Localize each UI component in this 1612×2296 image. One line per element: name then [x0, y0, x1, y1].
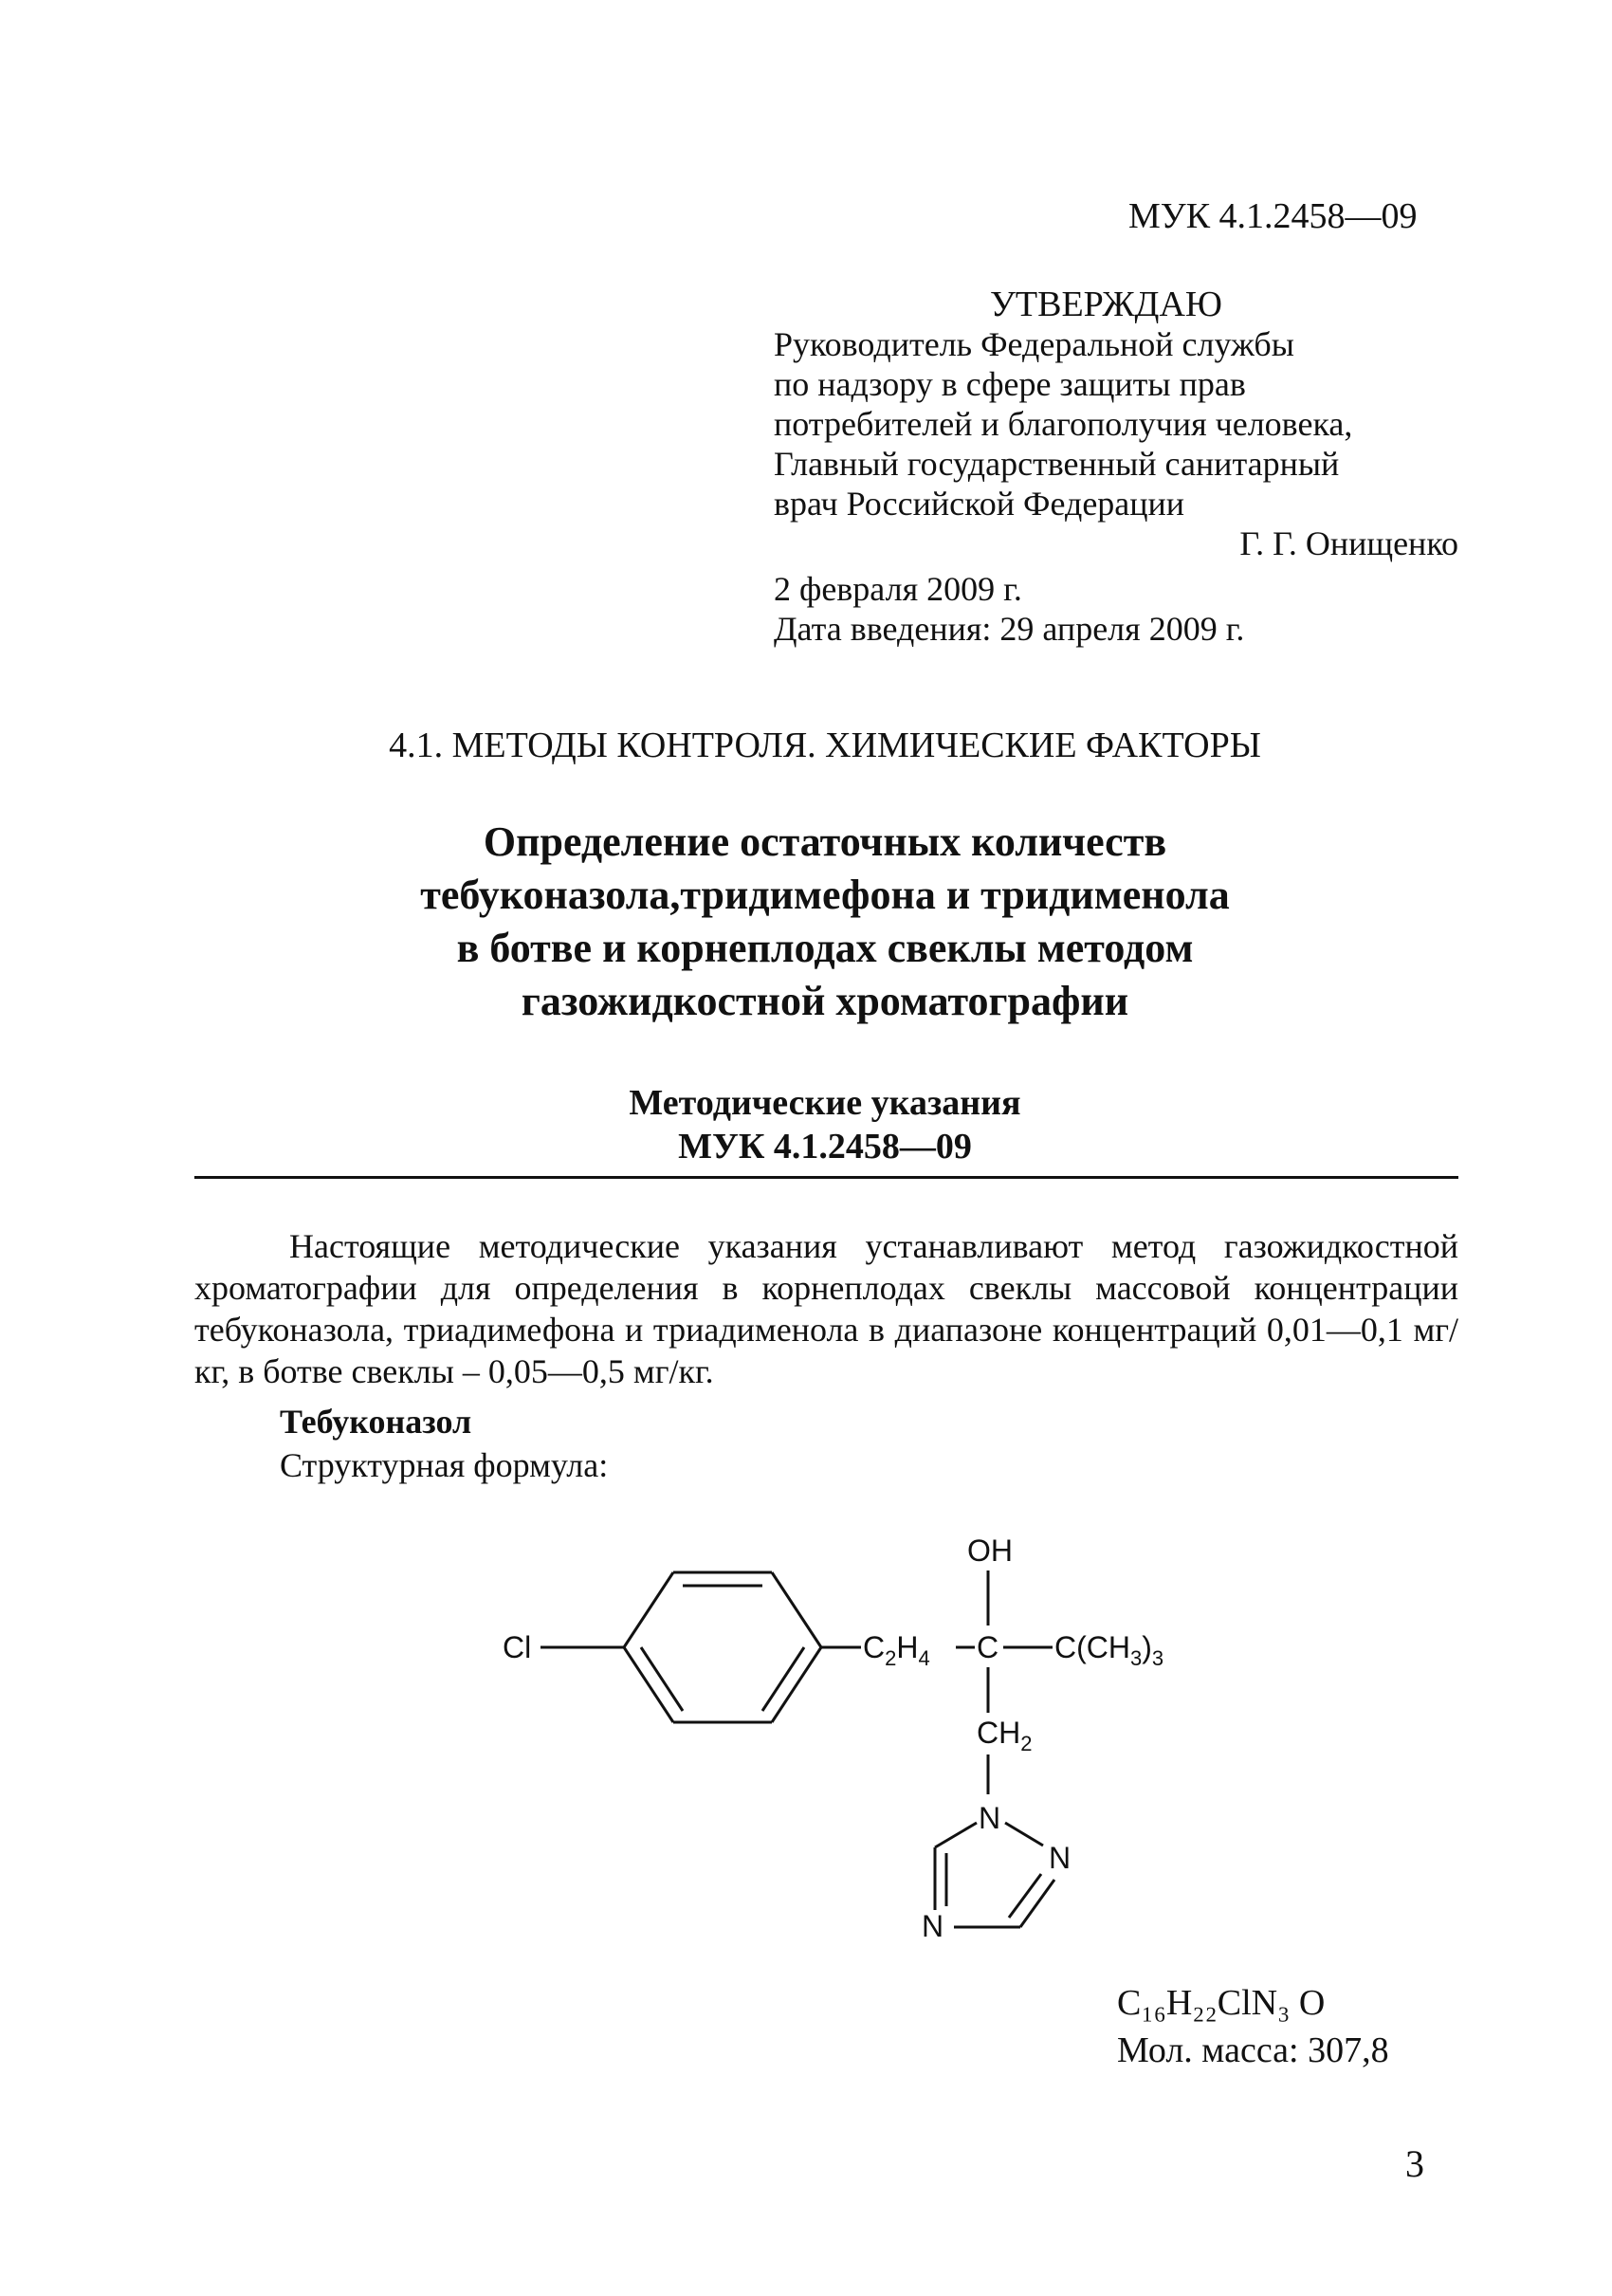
document-title-line: Определение остаточных количеств [483, 818, 1167, 865]
central-carbon-label: C [977, 1630, 999, 1664]
triazole-bond [1005, 1823, 1043, 1846]
triazole-n1-label: N [979, 1801, 1001, 1835]
approval-block [774, 285, 1466, 649]
triazole-n4-label: N [922, 1909, 944, 1943]
ring-bond [772, 1572, 821, 1647]
approval-line: Руководитель Федеральной службы [774, 325, 1294, 363]
ethyl-label: $C_2H_4$ [863, 1630, 930, 1670]
document-title-line: в ботве и корнеплодах свеклы методом [456, 925, 1194, 971]
document-title-line: тебуконазола,тридимефона и тридименола [420, 872, 1230, 918]
title-divider [194, 1176, 1458, 1179]
approval-line: Главный государственный санитарный [774, 445, 1340, 483]
ring-bond [624, 1572, 673, 1647]
structural-formula-label: Структурная формула: [280, 1446, 609, 1484]
effective-date: Дата введения: 29 апреля 2009 г. [774, 610, 1245, 648]
approval-signer: Г. Г. Онищенко [1239, 524, 1458, 562]
chlorine-label: Cl [503, 1630, 532, 1664]
section-heading: 4.1. МЕТОДЫ КОНТРОЛЯ. ХИМИЧЕСКИЕ ФАКТОРЫ [389, 726, 1261, 765]
document-title-line: газожидкостной хроматографии [521, 978, 1129, 1024]
ring-double-bond [641, 1647, 683, 1711]
tbutyl-label: $C(CH_3)_3$ [1054, 1630, 1164, 1670]
document-title [0, 816, 1612, 1028]
ring-double-bond [762, 1647, 804, 1711]
page-number: 3 [1405, 2142, 1424, 2185]
molecular-formula: C₁₆H₂₂ClN₃ O [1117, 1983, 1326, 2023]
molecular-mass: Мол. масса: 307,8 [1117, 2030, 1389, 2070]
document-type [0, 1081, 1612, 1168]
document-type-label: Методические указания [629, 1083, 1021, 1123]
hydroxyl-label: OH [967, 1534, 1013, 1568]
triazole-double-bond [1009, 1874, 1041, 1918]
triazole-bond [1020, 1880, 1054, 1927]
approval-line: потребителей и благополучия человека, [774, 405, 1353, 443]
compound-name: Тебуконазол [280, 1403, 472, 1441]
approval-date: 2 февраля 2009 г. [774, 570, 1022, 608]
approval-line: по надзору в сфере защиты прав [774, 365, 1246, 403]
triazole-n2-label: N [1049, 1841, 1072, 1875]
triazole-bond [935, 1823, 977, 1847]
approval-title: УТВЕРЖДАЮ [990, 285, 1222, 324]
methylene-label: $CH_2$ [977, 1716, 1033, 1755]
document-code: МУК 4.1.2458—09 [1128, 196, 1418, 236]
tebuconazole-structure [503, 1527, 1223, 1944]
intro-paragraph: Настоящие методические указания устанавливают метод газожидкостной хроматографии для определения в корнеплодах свеклы массовой концентрации тебуконазола, триадимефона и триадименола в диапазоне концентраций 0,01—0,1 мг/кг, в ботве свеклы – 0,05—0,5 мг/кг. [194, 1227, 1458, 1390]
document-type-code: МУК 4.1.2458—09 [678, 1127, 972, 1166]
approval-line: врач Российской Федерации [774, 485, 1185, 523]
